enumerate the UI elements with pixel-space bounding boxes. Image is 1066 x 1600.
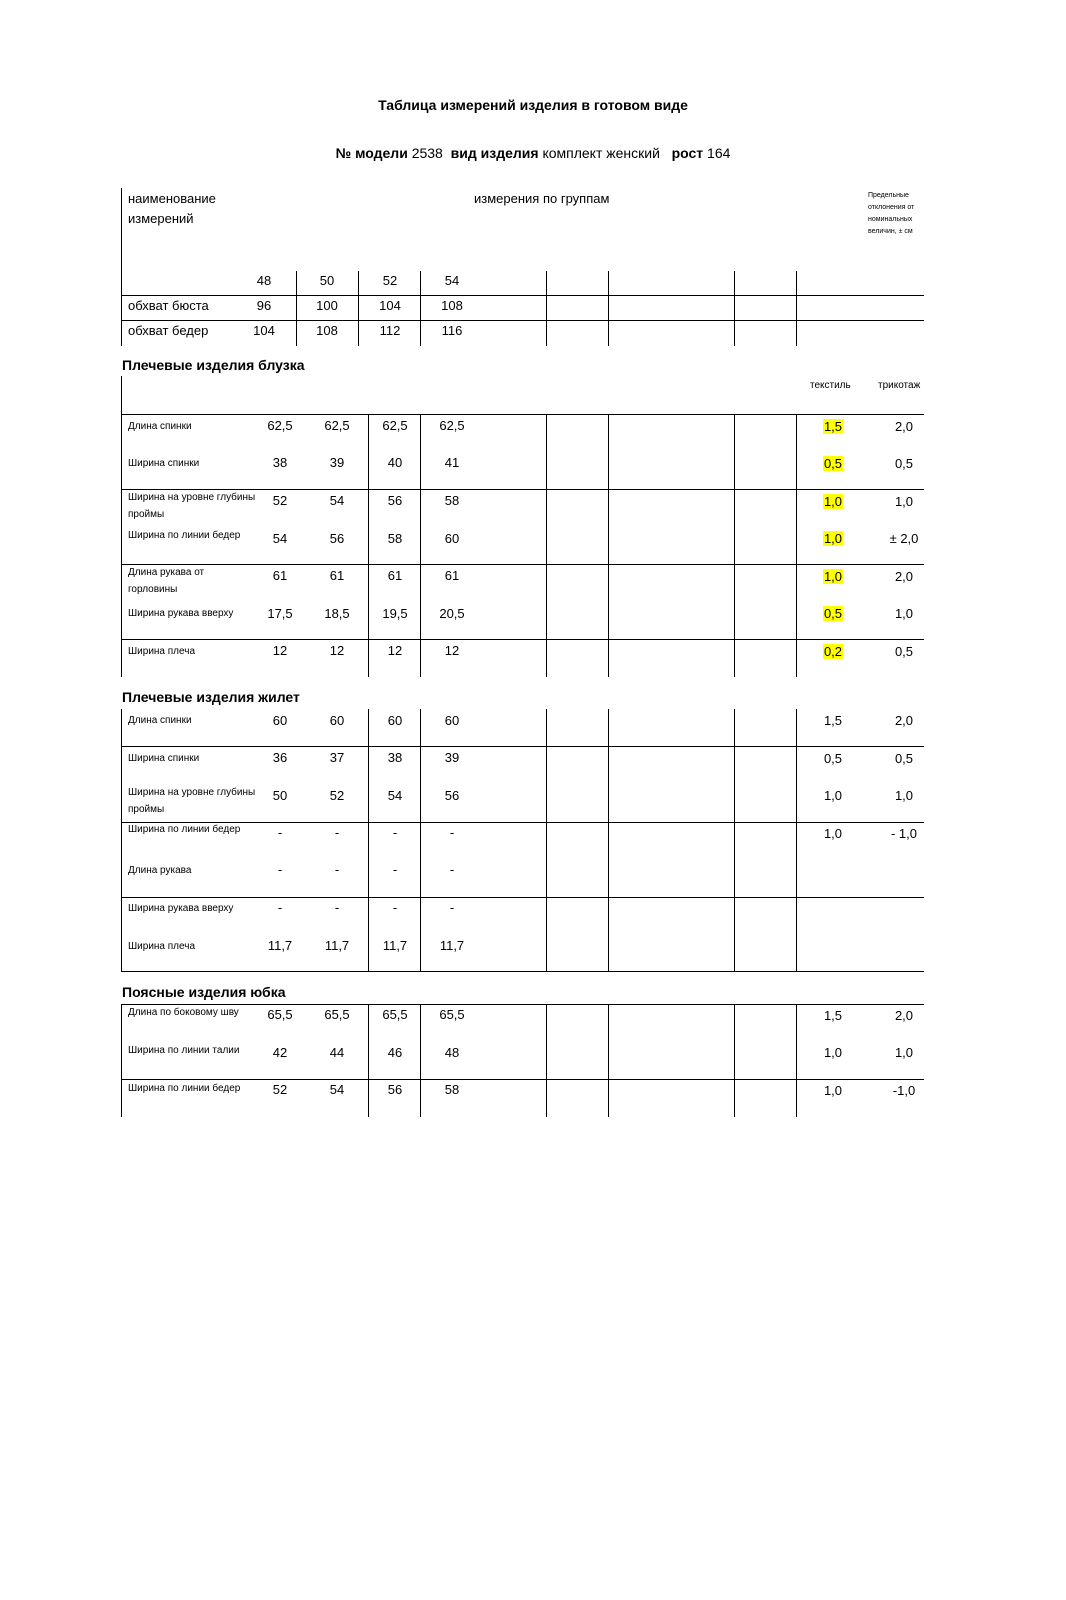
vest-row-5-v52: -	[392, 900, 398, 915]
blouse-row-4-v52: 61	[387, 568, 403, 583]
page-title: Таблица измерений изделия в готовом виде	[378, 97, 688, 113]
blouse-row-6-v50: 12	[329, 643, 345, 658]
blouse-row-2-textile: 1,0	[823, 494, 843, 509]
header-tolerance-label: Предельные отклонения от номинальных величин, ± см	[868, 192, 915, 235]
vest-row-5-v54: -	[449, 900, 455, 915]
blouse-row-5-v48: 17,5	[267, 606, 293, 621]
skirt-row-0-textile: 1,5	[823, 1008, 843, 1023]
skirt-row-2-textile: 1,0	[823, 1083, 843, 1098]
blouse-row-2-name: Ширина на уровне глубины проймы	[128, 492, 256, 520]
vest-row-0-v48: 60	[272, 713, 288, 728]
blouse-row-4-textile: 1,0	[823, 569, 843, 584]
vest-row-4-v54: -	[449, 862, 455, 877]
skirt-row-1-knit: 1,0	[894, 1045, 914, 1060]
blouse-row-0-name: Длина спинки	[128, 421, 192, 432]
vest-row-1-v54: 39	[444, 750, 460, 765]
skirt-row-1-textile: 1,0	[823, 1045, 843, 1060]
size-52: 52	[382, 273, 398, 288]
blouse-row-4-v54: 61	[444, 568, 460, 583]
vest-row-6-v52: 11,7	[382, 938, 408, 953]
model-value: 2538	[411, 145, 443, 161]
blouse-row-0-v52: 62,5	[382, 418, 408, 433]
vest-row-3-name: Ширина по линии бедер	[128, 824, 241, 835]
row-bust-v52: 104	[379, 298, 401, 313]
vest-row-0-v54: 60	[444, 713, 460, 728]
vest-row-5-v50: -	[334, 900, 340, 915]
vest-row-4-v50: -	[334, 862, 340, 877]
model-line	[0, 145, 1066, 161]
vest-row-3-v54: -	[449, 825, 455, 840]
blouse-row-3-v50: 56	[329, 531, 345, 546]
skirt-row-0-name: Длина по боковому шву	[128, 1007, 239, 1018]
vest-row-6-v54: 11,7	[439, 938, 465, 953]
blouse-row-5-v52: 19,5	[382, 606, 408, 621]
vest-row-1-name: Ширина спинки	[128, 753, 200, 764]
blouse-row-2-v48: 52	[272, 493, 288, 508]
blouse-row-3-v52: 58	[387, 531, 403, 546]
blouse-row-5-name: Ширина рукава вверху	[128, 608, 234, 619]
vest-row-3-v48: -	[277, 825, 283, 840]
blouse-row-0-knit: 2,0	[894, 419, 914, 434]
row-bust-v50: 100	[316, 298, 338, 313]
vest-row-2-name: Ширина на уровне глубины проймы	[128, 787, 256, 815]
skirt-row-1-name: Ширина по линии талии	[128, 1045, 240, 1056]
skirt-row-1-v54: 48	[444, 1045, 460, 1060]
skirt-row-0-v54: 65,5	[439, 1007, 465, 1022]
vest-row-4-v52: -	[392, 862, 398, 877]
row-bust-v48: 96	[256, 298, 272, 313]
blouse-row-4-name: Длина рукава от горловины	[128, 567, 205, 595]
skirt-row-0-knit: 2,0	[894, 1008, 914, 1023]
vest-row-5-v48: -	[277, 900, 283, 915]
skirt-row-0-v48: 65,5	[267, 1007, 293, 1022]
row-bust-name: обхват бюста	[128, 298, 209, 313]
vest-row-3-v50: -	[334, 825, 340, 840]
vest-row-4-name: Длина рукава	[128, 865, 192, 876]
skirt-row-1-v50: 44	[329, 1045, 345, 1060]
blouse-row-6-knit: 0,5	[894, 644, 914, 659]
size-48: 48	[256, 273, 272, 288]
blouse-row-4-v50: 61	[329, 568, 345, 583]
blouse-row-2-v54: 58	[444, 493, 460, 508]
vest-row-1-v50: 37	[329, 750, 345, 765]
vest-row-2-v54: 56	[444, 788, 460, 803]
vest-row-2-textile: 1,0	[823, 788, 843, 803]
blouse-row-0-v54: 62,5	[439, 418, 465, 433]
blouse-row-1-v52: 40	[387, 455, 403, 470]
blouse-row-6-name: Ширина плеча	[128, 646, 196, 657]
blouse-row-6-textile: 0,2	[823, 644, 843, 659]
blouse-row-5-knit: 1,0	[894, 606, 914, 621]
model-label: № модели	[335, 145, 408, 161]
blouse-row-5-v50: 18,5	[324, 606, 350, 621]
skirt-row-2-v48: 52	[272, 1082, 288, 1097]
vest-row-3-textile: 1,0	[823, 826, 843, 841]
blouse-row-1-name: Ширина спинки	[128, 458, 200, 469]
blouse-row-0-textile: 1,5	[823, 419, 843, 434]
blouse-row-6-v48: 12	[272, 643, 288, 658]
vest-row-1-textile: 0,5	[823, 751, 843, 766]
vest-row-3-knit: - 1,0	[890, 826, 917, 841]
skirt-row-1-v48: 42	[272, 1045, 288, 1060]
col-knit-label: трикотаж	[878, 380, 921, 391]
vest-row-0-v50: 60	[329, 713, 345, 728]
vest-row-2-knit: 1,0	[894, 788, 914, 803]
skirt-row-2-v54: 58	[444, 1082, 460, 1097]
blouse-row-6-v54: 12	[444, 643, 460, 658]
blouse-row-1-v48: 38	[272, 455, 288, 470]
skirt-row-2-v52: 56	[387, 1082, 403, 1097]
blouse-row-1-textile: 0,5	[823, 456, 843, 471]
blouse-row-0-v48: 62,5	[267, 418, 293, 433]
vest-row-1-knit: 0,5	[894, 751, 914, 766]
height-label: рост	[671, 145, 704, 161]
blouse-row-2-v50: 54	[329, 493, 345, 508]
vest-row-6-v50: 11,7	[324, 938, 350, 953]
header-groups-label: измерения по группам	[474, 191, 610, 206]
vest-row-2-v52: 54	[387, 788, 403, 803]
vest-row-6-name: Ширина плеча	[128, 941, 196, 952]
vest-row-1-v48: 36	[272, 750, 288, 765]
vest-row-0-v52: 60	[387, 713, 403, 728]
type-value: комплект женский	[542, 145, 660, 161]
blouse-row-3-v54: 60	[444, 531, 460, 546]
skirt-row-2-name: Ширина по линии бедер	[128, 1083, 241, 1094]
size-54: 54	[444, 273, 460, 288]
row-hips-v52: 112	[379, 323, 401, 338]
vest-row-3-v52: -	[392, 825, 398, 840]
header-name-line1: наименование	[128, 191, 216, 206]
blouse-row-4-v48: 61	[272, 568, 288, 583]
col-textile-label: текстиль	[810, 380, 851, 391]
blouse-row-0-v50: 62,5	[324, 418, 350, 433]
section-title-skirt: Поясные изделия юбка	[122, 984, 286, 1000]
row-hips-name: обхват бедер	[128, 323, 209, 338]
size-50: 50	[319, 273, 335, 288]
blouse-row-3-name: Ширина по линии бедер	[128, 530, 241, 541]
vest-row-1-v52: 38	[387, 750, 403, 765]
row-hips-v50: 108	[316, 323, 338, 338]
blouse-row-1-knit: 0,5	[894, 456, 914, 471]
blouse-row-2-knit: 1,0	[894, 494, 914, 509]
vest-row-5-name: Ширина рукава вверху	[128, 903, 234, 914]
blouse-row-2-v52: 56	[387, 493, 403, 508]
vest-row-0-knit: 2,0	[894, 713, 914, 728]
blouse-row-1-v50: 39	[329, 455, 345, 470]
skirt-row-0-v52: 65,5	[382, 1007, 408, 1022]
skirt-row-0-v50: 65,5	[324, 1007, 350, 1022]
vest-row-2-v50: 52	[329, 788, 345, 803]
blouse-row-3-knit: ± 2,0	[889, 531, 919, 546]
height-value: 164	[707, 145, 731, 161]
row-bust-v54: 108	[441, 298, 463, 313]
vest-row-4-v48: -	[277, 862, 283, 877]
blouse-row-6-v52: 12	[387, 643, 403, 658]
blouse-row-1-v54: 41	[444, 455, 460, 470]
blouse-row-4-knit: 2,0	[894, 569, 914, 584]
section-title-blouse: Плечевые изделия блузка	[122, 357, 305, 373]
skirt-row-2-v50: 54	[329, 1082, 345, 1097]
blouse-row-3-v48: 54	[272, 531, 288, 546]
vest-row-2-v48: 50	[272, 788, 288, 803]
vest-row-0-name: Длина спинки	[128, 715, 192, 726]
header-name-line2: измерений	[128, 211, 194, 226]
blouse-row-3-textile: 1,0	[823, 531, 843, 546]
section-title-vest: Плечевые изделия жилет	[122, 689, 300, 705]
skirt-row-2-knit: -1,0	[892, 1083, 916, 1098]
blouse-row-5-v54: 20,5	[439, 606, 465, 621]
type-label: вид изделия	[450, 145, 539, 161]
skirt-row-1-v52: 46	[387, 1045, 403, 1060]
vest-row-0-textile: 1,5	[823, 713, 843, 728]
blouse-row-5-textile: 0,5	[823, 606, 843, 621]
vest-row-6-v48: 11,7	[267, 938, 293, 953]
row-hips-v54: 116	[441, 323, 463, 338]
row-hips-v48: 104	[253, 323, 275, 338]
